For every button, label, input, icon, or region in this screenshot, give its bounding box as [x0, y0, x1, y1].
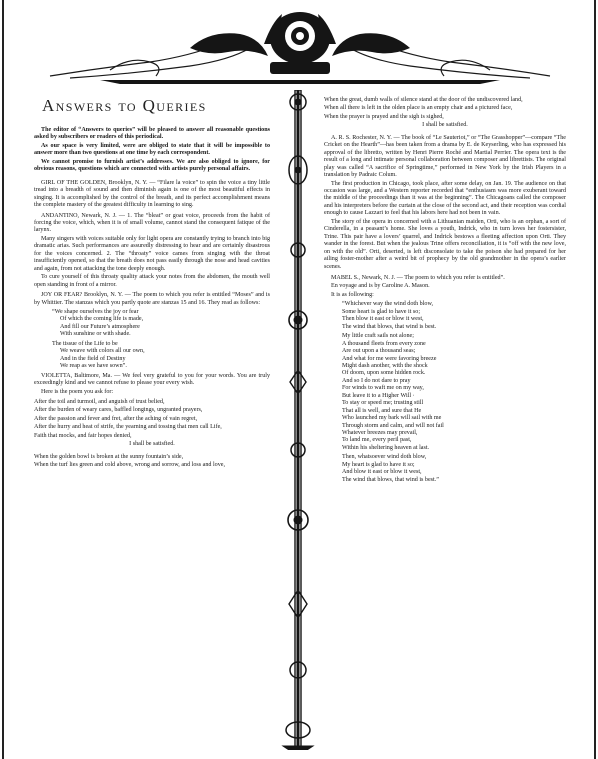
mabel-verse-2 — [324, 333, 566, 452]
left-column — [34, 127, 270, 471]
header-ornament — [40, 4, 560, 86]
verse-line: To stay or speed me; trusting still — [342, 400, 424, 407]
answer-andantino-3: To cure yourself of this throaty quality attack your notes from the abdomen, the mouth well open standing in front of a mirror. — [34, 274, 270, 288]
verse-line: For winds to waft me on my way, — [342, 385, 424, 392]
answer-joy-or-fear: JOY OR FEAR? Brooklyn, N. Y. — The poem to which you refer is entitled “Moses” and is by Whittier. The stanzas which you partly quote are stanzas 15 and 16. They read as follows: — [34, 292, 270, 306]
answer-violetta: VIOLETTA, Baltimore, Ma. — We feel very grateful to you for your words. You are truly exceedingly kind and we cannot refuse to please your every wish. — [34, 372, 270, 387]
verse-line: Through storm and calm, and will not fail — [342, 422, 444, 429]
verse-line: But leave it to a Higher Will · — [342, 392, 415, 399]
poem-line: After the hurry and heat of strife, the yearning and tossing that men call Life, — [34, 424, 222, 431]
answer-andantino-2: Many singers with voices suitable only for light opera are constantly trying to branch into big dramatic arias. Such performances are assuredly distressing to hear and are certainly disastrous for the voices concerned. 2. The “throaty” voice cames from singing with the throat insufficiently opened, so that the breath does not pass easily through the nose and head cavities and again, from not attacking the tone deeply enough. — [34, 235, 270, 272]
mabel-verse-1 — [324, 301, 566, 331]
answer-ars-1: A. R. S. Rochester, N. Y. — The book of “Le Sauteriot,” or “The Grasshopper”—compare “The Cricket on the Hearth”—has been taken from a drama by E. de Keyserling, who has expressed his approval of the libretto, written by Henri Pierre Roché and Martial Perrier. The opera text is the result of a long and intimate personal collaboration between composer and librettists. The original play was called “A sacrifice of Springtime,” performed in New York by the Irish Players in a translation by Padraic Colum. — [324, 134, 566, 179]
intro-paragraph-2: As our space is very limited, were are obliged to state that it will be impossible to answer more than two questions at one time by each correspondent. — [34, 142, 270, 157]
poem-refrain: I shall be satisfied. — [129, 441, 175, 448]
verse-line: And what for me were favoring breeze — [342, 355, 437, 362]
verse-line: Are out upon a thousand seas; — [342, 348, 416, 355]
verse-line: We reap as we have sown”. — [60, 363, 127, 370]
answer-mabel: MABEL S., Newark, N. J. — The poem to which you refer is entitled”. — [331, 274, 505, 281]
verse-line: That all is well, and sure that He — [342, 407, 422, 414]
verse-line: Some heart is glad to have it so; — [342, 308, 421, 315]
verse-line: Then blow it east or blow it west, — [342, 316, 424, 323]
poem-line: After the passion and fever and fret, after the aching of vain regret, — [34, 415, 198, 422]
poem-line: When all there is left in the olden place is an empty chair and a pictured face, — [324, 105, 513, 112]
verse-line: With sunshine or with shade. — [60, 331, 131, 338]
verse-line: The wind that blows, that wind is best. — [342, 323, 437, 330]
poem-line: When the turf lies green and cold above, wrong and sorrow, and loss and love, — [34, 462, 225, 469]
mabel-verse-3 — [324, 454, 566, 484]
verse-line: To land me, every peril past, — [342, 437, 412, 444]
verse-line: Within his sheltering heaven at last. — [342, 444, 430, 451]
verse-line: The wind that blows, that wind is best.” — [342, 476, 439, 483]
poem-line: When the prayer is prayed and the sigh is sighed, — [324, 113, 444, 120]
joy-verse-1 — [34, 309, 270, 339]
intro-paragraph-3: We cannot promise to furnish artist’s addresses. We are also obliged to ignore, for obvious reasons, questions which are connected with artists purely personal affairs. — [34, 158, 270, 173]
verse-line: And fill our Future’s atmosphere — [60, 323, 140, 330]
column-divider-ornament — [277, 90, 319, 750]
verse-line: Then, whatsoever wind doth blow, — [342, 454, 427, 461]
verse-line: Of which the coming life is made, — [60, 316, 144, 323]
verse-line: We weave with colors all our own, — [60, 348, 145, 355]
poem-refrain: I shall be satisfied. — [422, 122, 468, 129]
poem-line: When the golden bowl is broken at the sunny fountain’s side, — [34, 453, 184, 460]
joy-verse-2 — [34, 341, 270, 371]
verse-line: Who launched my bark will sail with me — [342, 415, 442, 422]
verse-line: My heart is glad to have it so; — [342, 461, 415, 468]
violetta-intro: Here is the poem you ask for: — [41, 388, 114, 395]
verse-line: Might dash another, with the shock — [342, 362, 428, 369]
page-edge-right — [594, 0, 596, 759]
verse-line: A thousand fleets from every zone — [342, 340, 426, 347]
answer-ars-3: The story of the opera in concerned with a Lithuanian maiden, Orti, who is an orphan, a sort of Cinderella, in a peasant’s home. She loves a youth, Indrick, who in turn loves her fostersister, Trine. This pair have a lovers’ quarrel, and Indrick bestows a fleeting affection upon Orti. They wander in the forest. But when the jealous Trine offers reconciliation, it is “off with the new love, on with the old”. Orti, deserted, is left disconsolate to take the poison she had prepared for her ailing foster-mother after a weird bit of prophecy by the old grandmother in the opera’s earlier scenes. — [324, 218, 566, 270]
verse-line: “We shape ourselves the joy or fear — [52, 308, 139, 315]
mabel-credit: En voyage and is by Caroline A. Mason. — [331, 283, 430, 290]
poem-line: Faith that mocks, and fair hopes denied, — [34, 432, 132, 439]
page-edge-left — [2, 0, 4, 759]
verse-line: And so I do not dare to pray — [342, 377, 411, 384]
mabel-intro: It is as following: — [331, 291, 374, 298]
verse-line: The tissue of the Life to be — [52, 340, 118, 347]
poem-line: After the toil and turmoil, and anguish of trust belied, — [34, 398, 165, 405]
answer-girl-of-the-golden: GIRL OF THE GOLDEN, Brooklyn, N. Y. — “Filare la voice” to spin the voice a tiny little tread into a breadth of sound and then diminish again is one of the most beautiful effects in singing. It is accomplished by the control of the breath, and its perfect accomplishment means the complete mastery of the greatest difficulty in learning to sing. — [34, 179, 270, 209]
answer-andantino-1: ANDANTINO, Newark, N. J. — 1. The “bleat” or goat voice, proceeds from the habit of forcing the voice, which, when it is of small volume, cannot stand the consequent fatique of the larynx. — [34, 212, 270, 234]
right-column — [324, 97, 566, 486]
poem-line: When the great, dumb walls of silence stand at the door of the undiscovered land, — [324, 97, 523, 103]
verse-line: And blow it east or blow it west, — [342, 469, 422, 476]
verse-line: “Whichever way the wind doth blow, — [342, 301, 433, 308]
verse-line: My little craft sails not alone; — [342, 333, 414, 340]
verse-line: Whatever breezes may prevail, — [342, 430, 418, 437]
verse-line: Of doom, upon some hidden rock. — [342, 370, 426, 377]
verse-line: And in the field of Destiny — [60, 355, 126, 362]
poem-line: After the burden of weary cares, baffled longings, ungranted prayers, — [34, 407, 203, 414]
intro-paragraph-1: The editor of “Answers to queries” will be pleased to answer all reasonable questions asked by subscribers or readers of this periodical. — [34, 127, 270, 141]
section-heading: Answers to Queries — [42, 96, 207, 115]
answer-ars-2: The first production in Chicago, took place, after some delay, on Jan. 19. The audience on that occasion was large, and a Western reporter recorded that “enthusiasm was more exuberant toward the middle of the proceedings than it was at the beginning”. The Chicagoans called the composer and his interpreters before the curtain at the close of the second act, and their reception was cordial enough to cause Lazzari to feel that his labors here had not been in vain. — [324, 180, 566, 217]
